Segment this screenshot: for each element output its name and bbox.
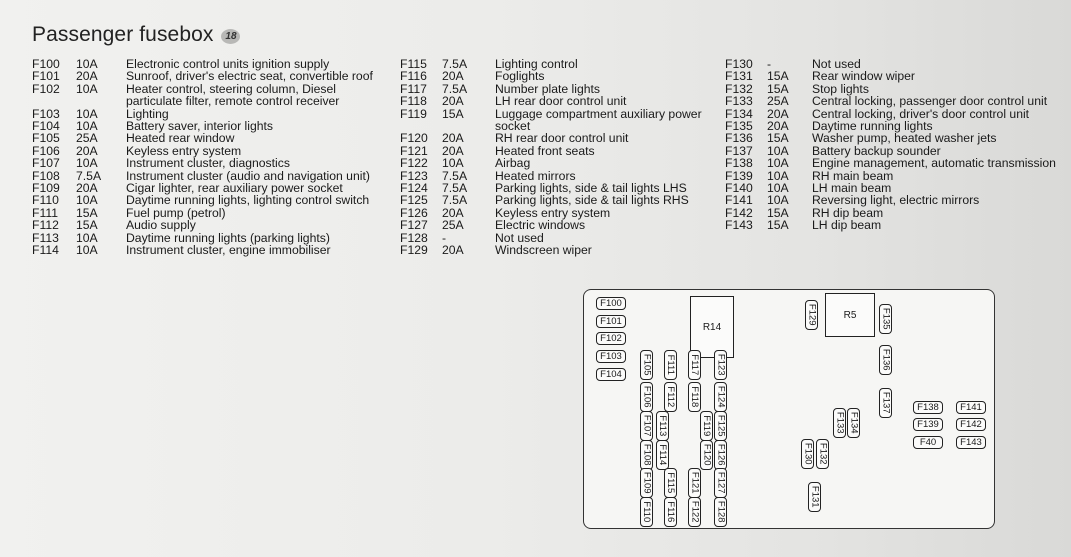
fuse-rating: 20A — [76, 143, 98, 158]
fuse-slot-label: F111 — [665, 354, 677, 376]
fuse-description: Instrument cluster, engine immobiliser — [126, 243, 331, 258]
fuse-id: F133 — [725, 94, 753, 109]
fuse-list-column-3 — [725, 58, 1056, 232]
fuse-slot-label: F129 — [806, 304, 818, 326]
fuse-slot-f114 — [656, 440, 669, 470]
fuse-slot-label: F120 — [701, 444, 713, 466]
fuse-rating: 10A — [76, 230, 98, 245]
fuse-slot-f108 — [640, 440, 653, 470]
fuse-id: F122 — [400, 156, 428, 171]
fuse-description: Heated mirrors — [495, 168, 576, 183]
fuse-slot-label: F137 — [880, 392, 892, 414]
fuse-description: Electric windows — [495, 218, 586, 233]
fuse-slot-label: F121 — [689, 472, 701, 494]
fuse-slot-f103 — [596, 350, 626, 363]
fuse-slot-f102 — [596, 332, 626, 345]
fuse-slot-f134 — [847, 408, 860, 438]
fuse-description: Keyless entry system — [495, 205, 611, 220]
fuse-row — [400, 219, 702, 231]
fuse-row — [400, 108, 702, 120]
fuse-slot-f116 — [664, 497, 677, 527]
fuse-row — [725, 157, 1056, 169]
fuse-slot-f121 — [688, 468, 701, 498]
fuse-slot-f113 — [656, 411, 669, 441]
fuse-rating: 10A — [76, 156, 98, 171]
fuse-rating: 20A — [442, 205, 464, 220]
fuse-id: F137 — [725, 143, 753, 158]
fuse-row — [400, 157, 702, 169]
fuse-slot-label: F138 — [917, 401, 939, 413]
fuse-description: Airbag — [495, 156, 531, 171]
fuse-slot-label: F122 — [689, 501, 701, 523]
fuse-id: F130 — [725, 57, 753, 71]
fuse-id: F110 — [32, 193, 59, 208]
fuse-slot-f136 — [879, 345, 892, 375]
page-reference-badge: 18 — [221, 29, 240, 44]
fuse-id: F112 — [32, 218, 59, 233]
fuse-slot-label: F101 — [600, 315, 622, 327]
fuse-slot-f141 — [956, 401, 986, 414]
fuse-description: Parking lights, side & tail lights LHS — [495, 181, 687, 196]
fuse-id: F136 — [725, 131, 753, 146]
fuse-description: Lighting control — [495, 57, 578, 71]
fuse-list-column-1 — [32, 58, 373, 257]
fuse-slot-f135 — [879, 304, 892, 334]
fuse-rating: 20A — [442, 69, 464, 84]
fuse-rating: 20A — [767, 119, 789, 134]
fuse-slot-label: F106 — [641, 386, 653, 408]
fuse-id: F123 — [400, 168, 428, 183]
relay-r5-label: R5 — [843, 309, 857, 321]
fuse-slot-label: F102 — [600, 332, 622, 344]
fuse-rating: 15A — [76, 218, 98, 233]
fuse-rating: 15A — [767, 69, 789, 84]
fuse-slot-label: F104 — [600, 368, 622, 380]
fuse-row — [32, 70, 373, 82]
fuse-id: F118 — [400, 94, 427, 109]
fuse-slot-f127 — [714, 468, 727, 498]
fuse-slot-label: F117 — [689, 354, 701, 376]
fuse-slot-f129 — [805, 300, 818, 330]
fuse-row — [725, 194, 1056, 206]
fuse-id: F102 — [32, 81, 60, 96]
fuse-row — [725, 70, 1056, 82]
fuse-slot-label: F128 — [715, 501, 727, 523]
fuse-description: Reversing light, electric mirrors — [812, 193, 980, 208]
fuse-rating: 25A — [442, 218, 464, 233]
fuse-description: Daytime running lights, lighting control switch — [126, 193, 370, 208]
fuse-id: F138 — [725, 156, 753, 171]
fuse-id: F126 — [400, 205, 428, 220]
fuse-description: Engine management, automatic transmission — [812, 156, 1056, 171]
fuse-rating: 20A — [442, 131, 464, 146]
fuse-description: Fuel pump (petrol) — [126, 205, 226, 220]
fuse-description: socket — [495, 119, 531, 134]
fuse-slot-f109 — [640, 468, 653, 498]
fuse-slot-label: F133 — [834, 412, 846, 434]
fuse-description: Sunroof, driver's electric seat, convertible roof — [126, 69, 373, 84]
fuse-description: Cigar lighter, rear auxiliary power socket — [126, 181, 343, 196]
fuse-id: F104 — [32, 119, 60, 134]
fuse-slot-label: F118 — [689, 386, 701, 408]
fuse-id: F114 — [32, 243, 59, 258]
fuse-slot-label: F139 — [917, 418, 939, 430]
fuse-row — [400, 132, 702, 144]
relay-r14 — [690, 296, 734, 358]
fuse-description: Electronic control units ignition supply — [126, 57, 330, 71]
fuse-description: Washer pump, heated washer jets — [812, 131, 997, 146]
fuse-rating: 15A — [767, 131, 789, 146]
fuse-slot-label: F110 — [641, 501, 653, 523]
fuse-rating: 20A — [76, 69, 98, 84]
fuse-rating — [76, 95, 126, 107]
fuse-description: Daytime running lights (parking lights) — [126, 230, 330, 245]
fuse-row — [725, 95, 1056, 107]
fuse-description: Keyless entry system — [126, 143, 242, 158]
fuse-id: F113 — [32, 230, 59, 245]
fuse-slot-label: F40 — [919, 436, 937, 448]
fuse-row — [32, 194, 373, 206]
fuse-slot-f138 — [913, 401, 943, 414]
fuse-slot-f132 — [816, 439, 829, 469]
fuse-slot-f125 — [714, 411, 727, 441]
fuse-id: F101 — [32, 69, 60, 84]
fuse-row — [32, 219, 373, 231]
fuse-rating: 7.5A — [442, 168, 468, 183]
fuse-id: F117 — [400, 81, 427, 96]
fuse-slot-f130 — [801, 439, 814, 469]
fuse-id: F143 — [725, 218, 753, 233]
fuse-id: F134 — [725, 106, 753, 121]
fuse-slot-f139 — [913, 418, 943, 431]
fuse-rating: 20A — [76, 181, 98, 196]
fuse-rating: - — [442, 230, 447, 245]
fuse-id: F108 — [32, 168, 60, 183]
fuse-description: Not used — [812, 57, 861, 71]
fuse-slot-f120 — [700, 440, 713, 470]
fuse-slot-f118 — [688, 382, 701, 412]
fuse-description: Daytime running lights — [812, 119, 933, 134]
fuse-rating: 15A — [76, 205, 98, 220]
fuse-slot-f137 — [879, 388, 892, 418]
fuse-slot-f107 — [640, 411, 653, 441]
fuse-description: RH main beam — [812, 168, 894, 183]
fuse-rating: 15A — [767, 218, 789, 233]
fuse-id: F121 — [400, 143, 428, 158]
fuse-id: F116 — [400, 69, 427, 84]
fuse-description: Lighting — [126, 106, 169, 121]
fuse-slot-label: F131 — [809, 486, 821, 508]
fuse-description: Heater control, steering column, Diesel — [126, 81, 336, 96]
fuse-rating: 10A — [76, 106, 98, 121]
fuse-slot-f142 — [956, 418, 986, 431]
fuse-row — [32, 244, 373, 256]
fuse-rating: 10A — [76, 243, 98, 258]
fuse-id: F109 — [32, 181, 60, 196]
fuse-slot-label: F100 — [600, 297, 622, 309]
fuse-rating: 15A — [442, 106, 464, 121]
fuse-slot-label: F124 — [715, 386, 727, 408]
fuse-description: Not used — [495, 230, 544, 245]
fuse-slot-f131 — [808, 482, 821, 512]
fuse-row — [725, 132, 1056, 144]
fuse-description: Windscreen wiper — [495, 243, 592, 258]
fuse-rating: 10A — [767, 168, 789, 183]
fuse-description: Foglights — [495, 69, 545, 84]
fuse-slot-f40 — [913, 436, 943, 449]
fuse-rating: 10A — [76, 81, 98, 96]
fuse-description: Parking lights, side & tail lights RHS — [495, 193, 689, 208]
fuse-description: Heated rear window — [126, 131, 235, 146]
fuse-description: RH rear door control unit — [495, 131, 629, 146]
fuse-rating: 7.5A — [442, 81, 468, 96]
fuse-description: particulate filter, remote control receiver — [126, 94, 340, 109]
fuse-slot-label: F135 — [880, 308, 892, 330]
fuse-rating: 25A — [767, 94, 789, 109]
fuse-id — [32, 95, 76, 107]
fuse-description: LH main beam — [812, 181, 892, 196]
fuse-id: F129 — [400, 243, 428, 258]
fuse-description: Battery backup sounder — [812, 143, 941, 158]
fuse-row — [400, 244, 702, 256]
fuse-id: F135 — [725, 119, 753, 134]
fuse-rating: 10A — [767, 156, 789, 171]
fuse-rating: 20A — [767, 106, 789, 121]
fuse-slot-f124 — [714, 382, 727, 412]
fuse-id: F107 — [32, 156, 60, 171]
fuse-id: F132 — [725, 81, 753, 96]
fuse-slot-label: F130 — [802, 443, 814, 465]
fuse-slot-f112 — [664, 382, 677, 412]
fuse-slot-label: F125 — [715, 415, 727, 437]
title-text: Passenger fusebox — [32, 23, 214, 46]
fuse-rating: 20A — [442, 243, 464, 258]
fuse-slot-label: F134 — [848, 412, 860, 434]
fuse-rating: 10A — [767, 193, 789, 208]
fuse-slot-label: F143 — [960, 436, 982, 448]
fuse-id: F106 — [32, 143, 60, 158]
fuse-rating: 15A — [767, 205, 789, 220]
fuse-rating: 15A — [767, 81, 789, 96]
fuse-description: Heated front seats — [495, 143, 595, 158]
fuse-description: RH dip beam — [812, 205, 884, 220]
fuse-row — [32, 132, 373, 144]
fuse-description: Instrument cluster, diagnostics — [126, 156, 290, 171]
relay-r14-label: R14 — [702, 321, 722, 333]
fuse-id: F100 — [32, 57, 60, 71]
fuse-id: F127 — [400, 218, 428, 233]
fuse-description: Number plate lights — [495, 81, 600, 96]
fuse-description: Rear window wiper — [812, 69, 915, 84]
fuse-id: F124 — [400, 181, 428, 196]
fuse-list-column-2 — [400, 58, 702, 257]
fuse-slot-label: F141 — [960, 401, 982, 413]
fuse-rating: 10A — [76, 119, 98, 134]
fuse-id: F105 — [32, 131, 60, 146]
fuse-rating: 7.5A — [442, 181, 468, 196]
fuse-description: Battery saver, interior lights — [126, 119, 273, 134]
fuse-slot-label: F114 — [657, 444, 669, 466]
fuse-slot-f115 — [664, 468, 677, 498]
fuse-rating: 25A — [76, 131, 98, 146]
fuse-row — [32, 157, 373, 169]
fuse-slot-label: F123 — [715, 354, 727, 376]
fuse-id: F103 — [32, 106, 60, 121]
fuse-slot-f126 — [714, 440, 727, 470]
fuse-id: F125 — [400, 193, 428, 208]
fuse-id: F128 — [400, 230, 428, 245]
fuse-slot-f133 — [833, 408, 846, 438]
fuse-id: F139 — [725, 168, 753, 183]
fuse-row — [400, 95, 702, 107]
fuse-rating: 10A — [76, 193, 98, 208]
fuse-id: F131 — [725, 69, 753, 84]
fuse-slot-label: F113 — [657, 415, 669, 437]
fuse-slot-label: F119 — [701, 415, 713, 437]
fuse-slot-label: F132 — [817, 443, 829, 465]
fuse-row — [400, 70, 702, 82]
fuse-rating: 10A — [767, 181, 789, 196]
fuse-slot-f122 — [688, 497, 701, 527]
fuse-rating: 7.5A — [442, 193, 468, 208]
fuse-slot-f104 — [596, 368, 626, 381]
fuse-slot-f101 — [596, 315, 626, 328]
fuse-row — [32, 95, 373, 107]
fuse-rating: 20A — [442, 143, 464, 158]
fuse-description: LH dip beam — [812, 218, 882, 233]
fuse-id: F120 — [400, 131, 428, 146]
fuse-slot-label: F109 — [641, 472, 653, 494]
fuse-slot-f128 — [714, 497, 727, 527]
fuse-rating: 10A — [76, 57, 98, 71]
fuse-id: F115 — [400, 57, 427, 71]
fuse-slot-f110 — [640, 497, 653, 527]
fuse-rating: 10A — [442, 156, 464, 171]
fuse-slot-label: F126 — [715, 444, 727, 466]
fuse-description: Luggage compartment auxiliary power — [495, 106, 702, 121]
fuse-rating: 20A — [442, 94, 464, 109]
fuse-slot-f123 — [714, 350, 727, 380]
fuse-slot-label: F142 — [960, 418, 982, 430]
fuse-description: Stop lights — [812, 81, 869, 96]
fuse-slot-label: F115 — [665, 472, 677, 494]
fuse-slot-f117 — [688, 350, 701, 380]
fuse-description: Central locking, driver's door control unit — [812, 106, 1030, 121]
fuse-slot-f111 — [664, 350, 677, 380]
fuse-slot-f100 — [596, 297, 626, 310]
fuse-slot-label: F112 — [665, 386, 677, 408]
fuse-slot-f106 — [640, 382, 653, 412]
fuse-id: F141 — [725, 193, 753, 208]
fuse-slot-f119 — [700, 411, 713, 441]
fuse-slot-label: F127 — [715, 472, 727, 494]
fuse-slot-label: F103 — [600, 350, 622, 362]
fuse-slot-label: F136 — [880, 349, 892, 371]
fuse-slot-f143 — [956, 436, 986, 449]
fuse-slot-label: F105 — [641, 354, 653, 376]
fuse-id: F119 — [400, 106, 427, 121]
fuse-description: Audio supply — [126, 218, 196, 233]
fuse-slot-label: F116 — [665, 501, 677, 523]
fuse-rating: 7.5A — [442, 57, 468, 71]
fuse-id: F111 — [32, 205, 58, 220]
fuse-description: LH rear door control unit — [495, 94, 627, 109]
fusebox-diagram — [583, 289, 995, 529]
fuse-id: F142 — [725, 205, 753, 220]
fuse-row — [725, 219, 1056, 231]
relay-r5 — [825, 293, 875, 337]
fuse-rating: 7.5A — [76, 168, 102, 183]
fuse-description: Instrument cluster (audio and navigation unit) — [126, 168, 370, 183]
fuse-slot-label: F107 — [641, 415, 653, 437]
fuse-rating: - — [767, 57, 772, 71]
fuse-id: F140 — [725, 181, 753, 196]
fuse-rating: 10A — [767, 143, 789, 158]
page-title — [32, 23, 240, 47]
fuse-slot-f105 — [640, 350, 653, 380]
fuse-row — [400, 194, 702, 206]
fuse-slot-label: F108 — [641, 444, 653, 466]
fuse-description: Central locking, passenger door control unit — [812, 94, 1048, 109]
